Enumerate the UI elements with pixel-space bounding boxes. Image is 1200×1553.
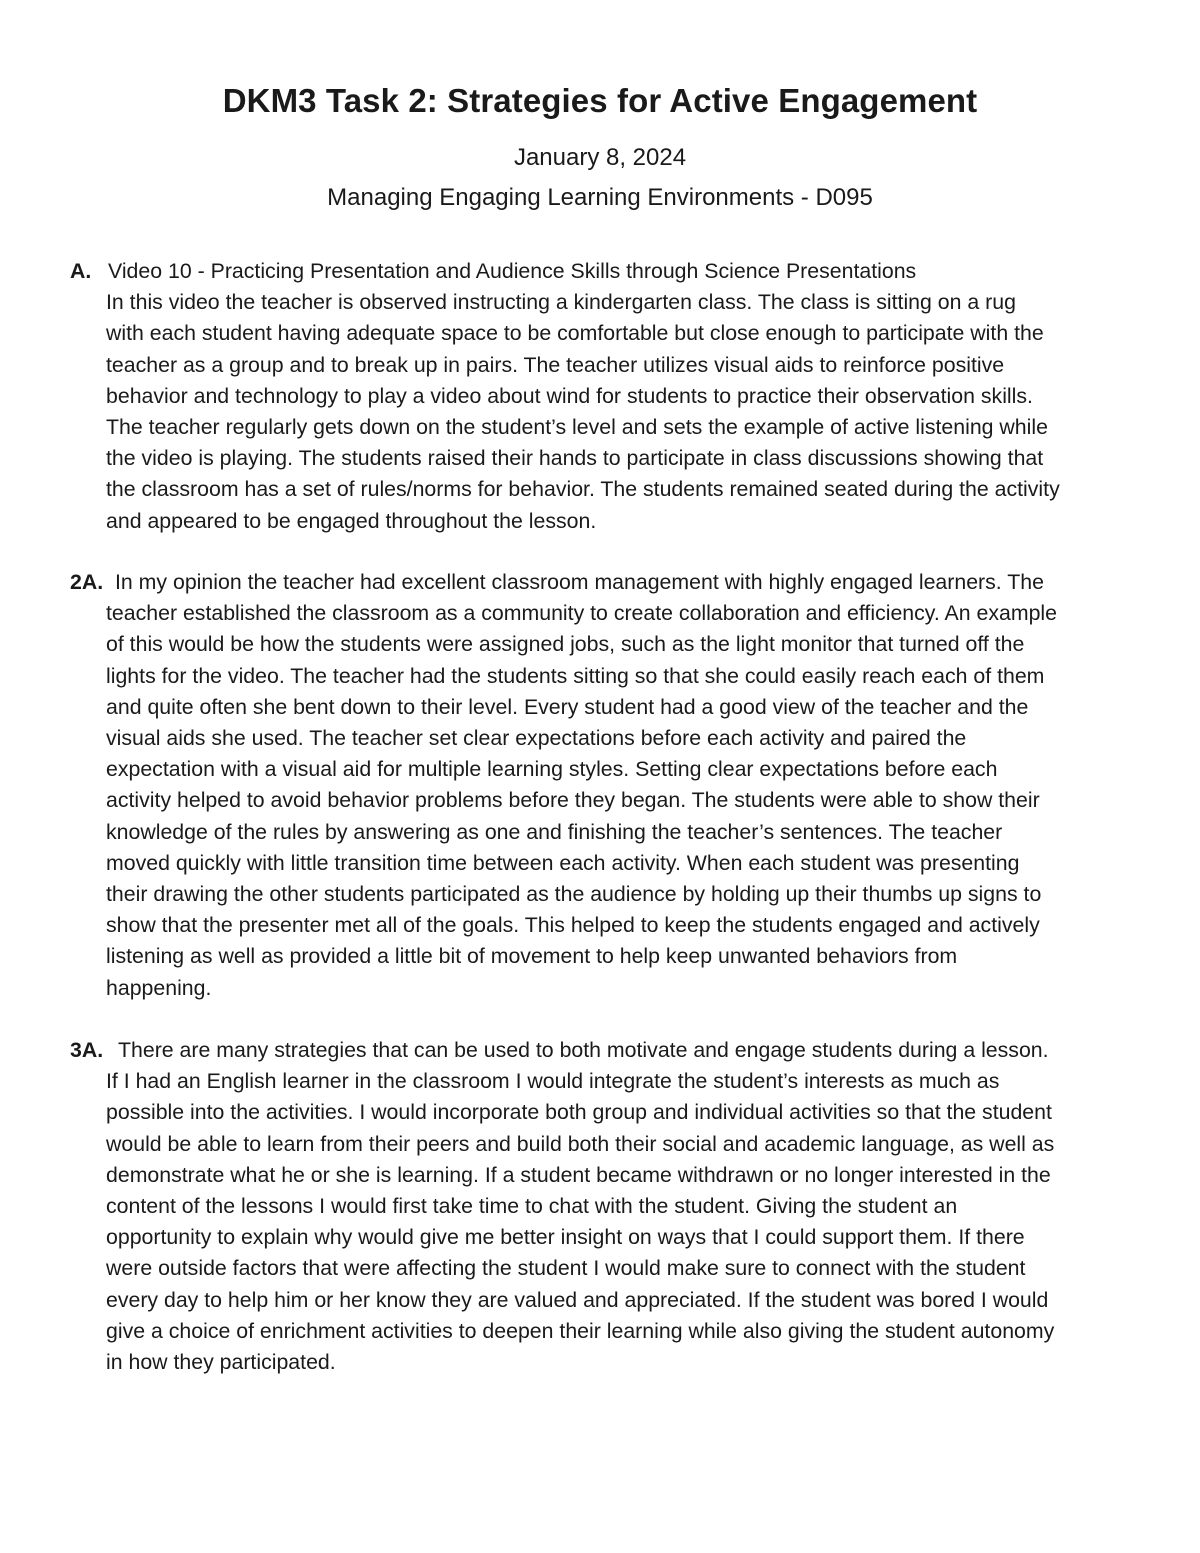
paragraph-line: show that the presenter met all of the goals. This helped to keep the students engaged and actively xyxy=(106,913,1040,938)
paragraph-line: expectation with a visual aid for multiple learning styles. Setting clear expectations before each xyxy=(106,757,998,782)
paragraph-line: If I had an English learner in the classroom I would integrate the student’s interests as much as xyxy=(106,1069,1000,1094)
section-3a xyxy=(70,1035,1170,1378)
paragraph-line: There are many strategies that can be used to both motivate and engage students during a lesson. xyxy=(118,1038,1049,1062)
paragraph-line: listening as well as provided a little bit of movement to help keep unwanted behaviors from xyxy=(106,944,958,969)
paragraph-line: Video 10 - Practicing Presentation and Audience Skills through Science Presentations xyxy=(108,259,917,283)
paragraph-line: with each student having adequate space to be comfortable but close enough to participate with the xyxy=(106,321,1044,346)
paragraph-line: In this video the teacher is observed instructing a kindergarten class. The class is sitting on a rug xyxy=(106,290,1016,315)
paragraph-line: demonstrate what he or she is learning. If a student became withdrawn or no longer interested in the xyxy=(106,1162,1051,1187)
paragraph-line: possible into the activities. I would incorporate both group and individual activities so that the student xyxy=(106,1100,1052,1125)
course-name: Managing Engaging Learning Environments - D095 xyxy=(327,184,873,211)
paragraph-line: were outside factors that were affecting the student I would make sure to connect with the student xyxy=(106,1256,1026,1281)
paragraph-line: the classroom has a set of rules/norms for behavior. The students remained seated during the activity xyxy=(106,477,1060,502)
paragraph-line: happening. xyxy=(106,975,212,1000)
paragraph-line: moved quickly with little transition time between each activity. When each student was presenting xyxy=(106,850,1020,875)
paragraph-line: lights for the video. The teacher had the students sitting so that she could easily reach each of them xyxy=(106,663,1045,688)
paragraph-line: opportunity to explain why would give me better insight on ways that I could support them. If there xyxy=(106,1225,1025,1250)
paragraph-line: and quite often she bent down to their level. Every student had a good view of the teacher and the xyxy=(106,694,1029,719)
paragraph-line: would be able to learn from their peers and build both their social and academic language, as well as xyxy=(106,1131,1055,1156)
page-title: DKM3 Task 2: Strategies for Active Engagement xyxy=(222,82,978,119)
section-a xyxy=(70,256,1170,537)
paragraph-line: and appeared to be engaged throughout the lesson. xyxy=(106,508,597,533)
paragraph-line: their drawing the other students participated as the audience by holding up their thumbs up signs to xyxy=(106,882,1042,907)
paragraph-line: the video is playing. The students raised their hands to participate in class discussions showing that xyxy=(106,446,1044,471)
section-marker: 2A. xyxy=(70,570,104,594)
paragraph-line: give a choice of enrichment activities to deepen their learning while also giving the student autonomy xyxy=(106,1318,1055,1343)
section-marker: 3A. xyxy=(70,1038,104,1062)
paragraph-line: activity helped to avoid behavior problems before they began. The students were able to show their xyxy=(106,788,1040,813)
paragraph-line: The teacher regularly gets down on the student’s level and sets the example of active listening while xyxy=(106,415,1048,440)
document-date: January 8, 2024 xyxy=(513,144,687,171)
paragraph-line: teacher established the classroom as a community to create collaboration and efficiency. An example xyxy=(106,601,1057,626)
paragraph-line: In my opinion the teacher had excellent classroom management with highly engaged learners. The xyxy=(115,570,1044,594)
paragraph-line: behavior and technology to play a video about wind for students to practice their observation skills. xyxy=(106,383,1033,408)
paragraph-line: every day to help him or her know they are valued and appreciated. If the student was bored I would xyxy=(106,1287,1049,1312)
paragraph-line: visual aids she used. The teacher set clear expectations before each activity and paired the xyxy=(106,726,967,751)
paragraph-line: in how they participated. xyxy=(106,1350,336,1375)
section-2a xyxy=(70,567,1170,1004)
section-marker: A. xyxy=(70,259,92,283)
paragraph-line: knowledge of the rules by answering as one and finishing the teacher’s sentences. The teacher xyxy=(106,819,1003,844)
paragraph-line: of this would be how the students were assigned jobs, such as the light monitor that turned off the xyxy=(106,632,1025,657)
paragraph-line: teacher as a group and to break up in pairs. The teacher utilizes visual aids to reinforce positive xyxy=(106,352,1005,377)
paragraph-line: content of the lessons I would first take time to chat with the student. Giving the student an xyxy=(106,1194,958,1219)
